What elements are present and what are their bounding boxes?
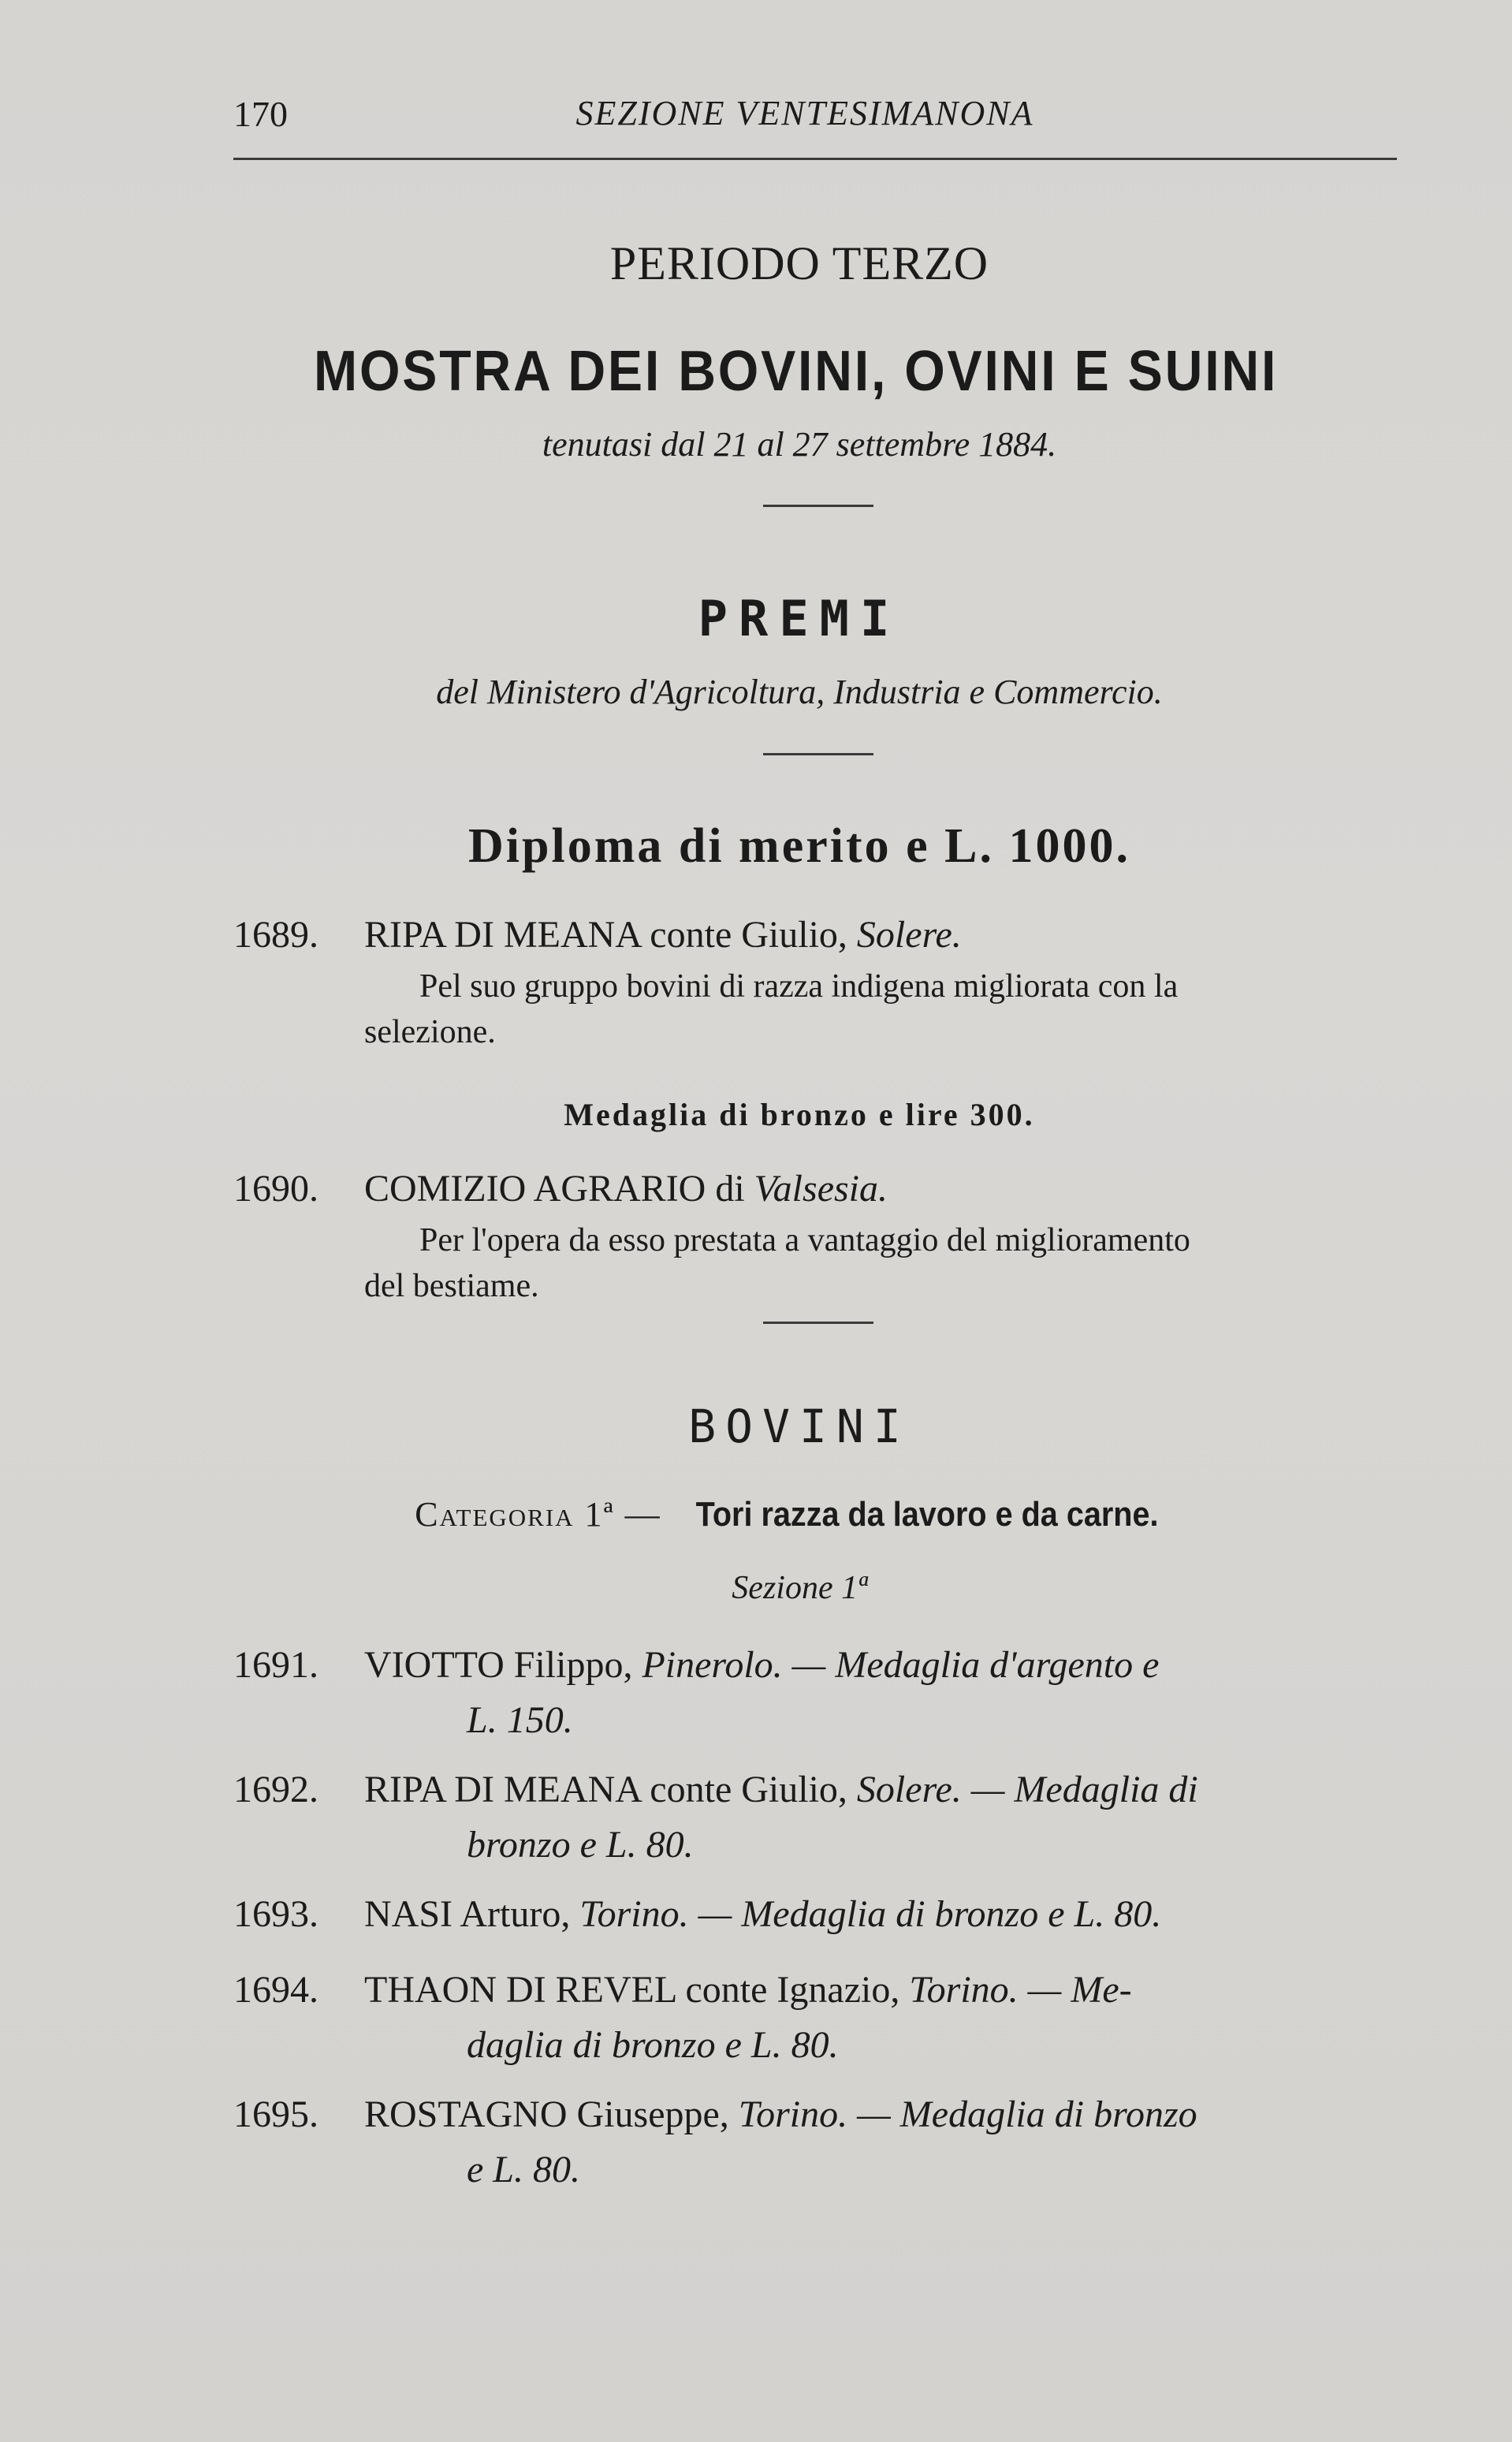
entry-number: 1692.	[233, 1769, 318, 1810]
entry-place: Torino.	[909, 1969, 1019, 2011]
entry-award: — Medaglia d'argento e	[791, 1644, 1160, 1686]
entry-award: — Medaglia di bronzo e L. 80.	[698, 1893, 1162, 1935]
entry-name: NASI Arturo,	[364, 1893, 571, 1935]
divider-rule	[763, 1322, 873, 1324]
running-head: SEZIONE VENTESIMANONA	[575, 94, 1034, 132]
entry-name: ROSTAGNO Giuseppe,	[364, 2093, 729, 2135]
list-item	[233, 908, 1408, 962]
entry-number: 1693.	[233, 1893, 318, 1935]
bovini-heading: BOVINI	[688, 1400, 911, 1453]
entry-description-cont: del bestiame.	[364, 1268, 539, 1304]
entry-place: Pinerolo.	[642, 1644, 783, 1686]
divider-rule	[763, 753, 873, 755]
diploma-heading: Diploma di merito e L. 1000.	[468, 819, 1130, 873]
list-item	[233, 1963, 1408, 2017]
entry-award-cont: daglia di bronzo e L. 80.	[467, 2024, 839, 2066]
exhibition-title: MOSTRA DEI BOVINI, OVINI E SUINI	[314, 340, 1279, 403]
entry-place: Solere.	[856, 914, 962, 956]
category-line	[0, 1494, 1512, 1534]
ministry-subtitle: del Ministero d'Agricoltura, Industria e Commercio.	[436, 673, 1163, 711]
entry-description: Per l'opera da esso prestata a vantaggio del miglioramento	[419, 1222, 1190, 1258]
entry-number: 1695.	[233, 2093, 318, 2135]
bronze-heading: Medaglia di bronzo e lire 300.	[564, 1097, 1035, 1132]
entry-place: Torino.	[579, 1893, 689, 1935]
entry-award: — Medaglia di	[970, 1769, 1198, 1810]
header-rule	[233, 158, 1397, 160]
prizes-heading: PREMI	[698, 590, 901, 647]
list-item	[233, 1888, 1408, 1941]
period-heading: PERIODO TERZO	[609, 237, 989, 289]
divider-rule	[763, 505, 873, 507]
entry-name: RIPA DI MEANA conte Giulio,	[364, 1769, 847, 1810]
entry-place: Torino.	[738, 2093, 848, 2135]
entry-award-cont: bronzo e L. 80.	[467, 1824, 694, 1866]
category-title: Tori razza da lavoro e da carne.	[695, 1495, 1159, 1534]
category-label: Categoria 1ª —	[415, 1495, 661, 1534]
list-item	[233, 1639, 1408, 1692]
entry-place: Valsesia.	[754, 1168, 888, 1210]
entry-name: VIOTTO Filippo,	[364, 1644, 633, 1686]
page-number: 170	[233, 94, 288, 134]
list-item	[233, 1763, 1408, 1817]
entry-number: 1689.	[233, 914, 318, 956]
entry-place: Solere.	[856, 1769, 962, 1810]
exhibition-dates: tenutasi dal 21 al 27 settembre 1884.	[542, 425, 1057, 464]
list-item	[233, 1162, 1408, 1216]
entry-description-cont: selezione.	[364, 1014, 496, 1050]
entry-award: — Me-	[1027, 1969, 1132, 2011]
entry-description: Pel suo gruppo bovini di razza indigena migliorata con la	[419, 968, 1179, 1005]
entry-name: COMIZIO AGRARIO di	[364, 1168, 745, 1210]
entry-award-cont: L. 150.	[467, 1699, 573, 1741]
entry-name: RIPA DI MEANA conte Giulio,	[364, 914, 847, 956]
entry-number: 1694.	[233, 1969, 318, 2011]
section-label: Sezione 1ª	[732, 1570, 867, 1606]
entry-award-cont: e L. 80.	[467, 2149, 580, 2190]
list-item	[233, 2088, 1408, 2142]
entry-number: 1691.	[233, 1644, 318, 1686]
entry-name: THAON DI REVEL conte Ignazio,	[364, 1969, 900, 2011]
entry-award: — Medaglia di bronzo	[857, 2093, 1197, 2135]
entry-number: 1690.	[233, 1168, 318, 1210]
